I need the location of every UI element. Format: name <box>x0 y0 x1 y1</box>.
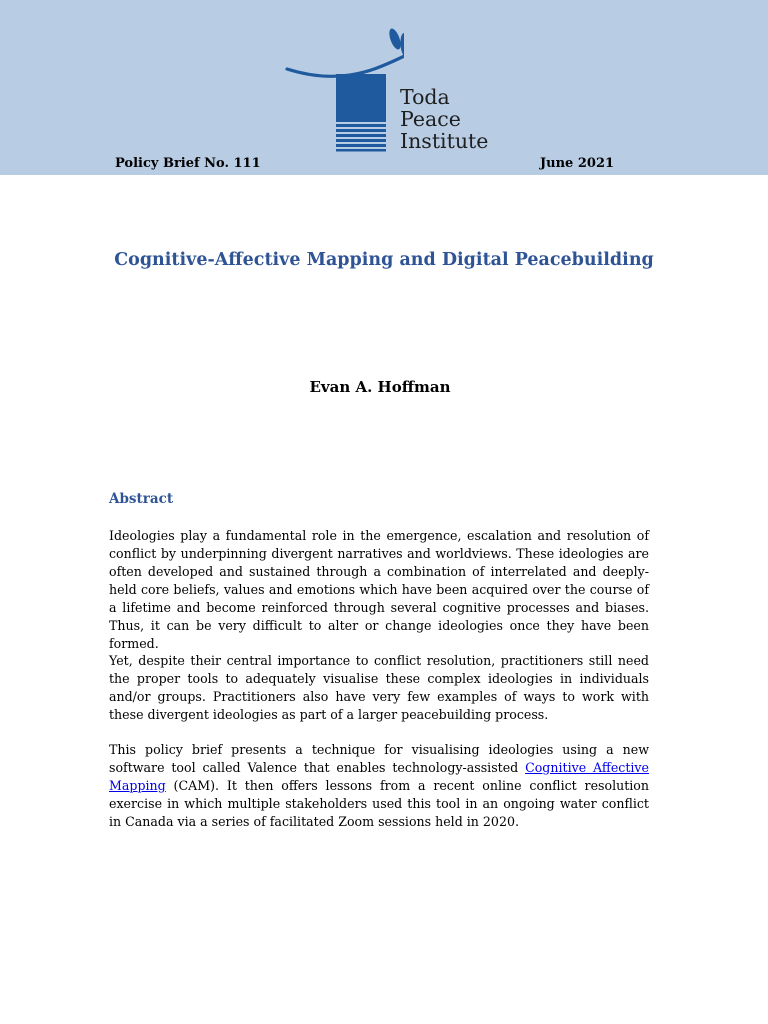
policy-brief-number: Policy Brief No. 111 <box>115 156 261 171</box>
logo-word-toda: Toda <box>400 85 450 109</box>
abstract-heading: Abstract <box>109 491 174 507</box>
abstract-paragraph-2: Yet, despite their central importance to conflict resolution, practitioners still need the proper tools to adequately visualise these complex ideologies in individuals and/or groups. Practitioners also have very few examples of ways to work with these divergent ideologies as part of a larger peacebuilding process. <box>109 653 649 722</box>
cam-link[interactable]: Cognitive Affective Mapping <box>109 760 649 793</box>
abstract-paragraph-3 <box>109 741 649 831</box>
logo-word-peace: Peace <box>400 107 461 131</box>
logo-word-institute: Institute <box>400 129 489 153</box>
abstract-paragraph-3-start: This policy brief presents a technique for visualising ideologies using a new software tool called Valence that enables technology-assisted <box>109 742 649 775</box>
author-name: Evan A. Hoffman <box>309 378 451 396</box>
olive-branch-logo-icon <box>282 10 404 155</box>
abstract-paragraph-1: Ideologies play a fundamental role in the emergence, escalation and resolution of conflict by underpinning divergent narratives and worldviews. These ideologies are often developed and sustained through a combination of interrelated and deeply-held core beliefs, values and emotions which have been acquired over the course of a lifetime and become reinforced through several cognitive processes and biases. Thus, it can be very difficult to alter or change ideologies once they have been formed. <box>109 528 649 651</box>
abstract-paragraph-3-end: (CAM). It then offers lessons from a recent online conflict resolution exercise in which multiple stakeholders used this tool in an ongoing water conflict in Canada via a series of facilitated Zoom sessions held in 2020. <box>109 778 649 829</box>
document-title: Cognitive-Affective Mapping and Digital Peacebuilding <box>114 250 654 270</box>
logo-wordmark <box>400 86 488 152</box>
publication-date: June 2021 <box>540 156 615 171</box>
header-band <box>0 0 768 175</box>
